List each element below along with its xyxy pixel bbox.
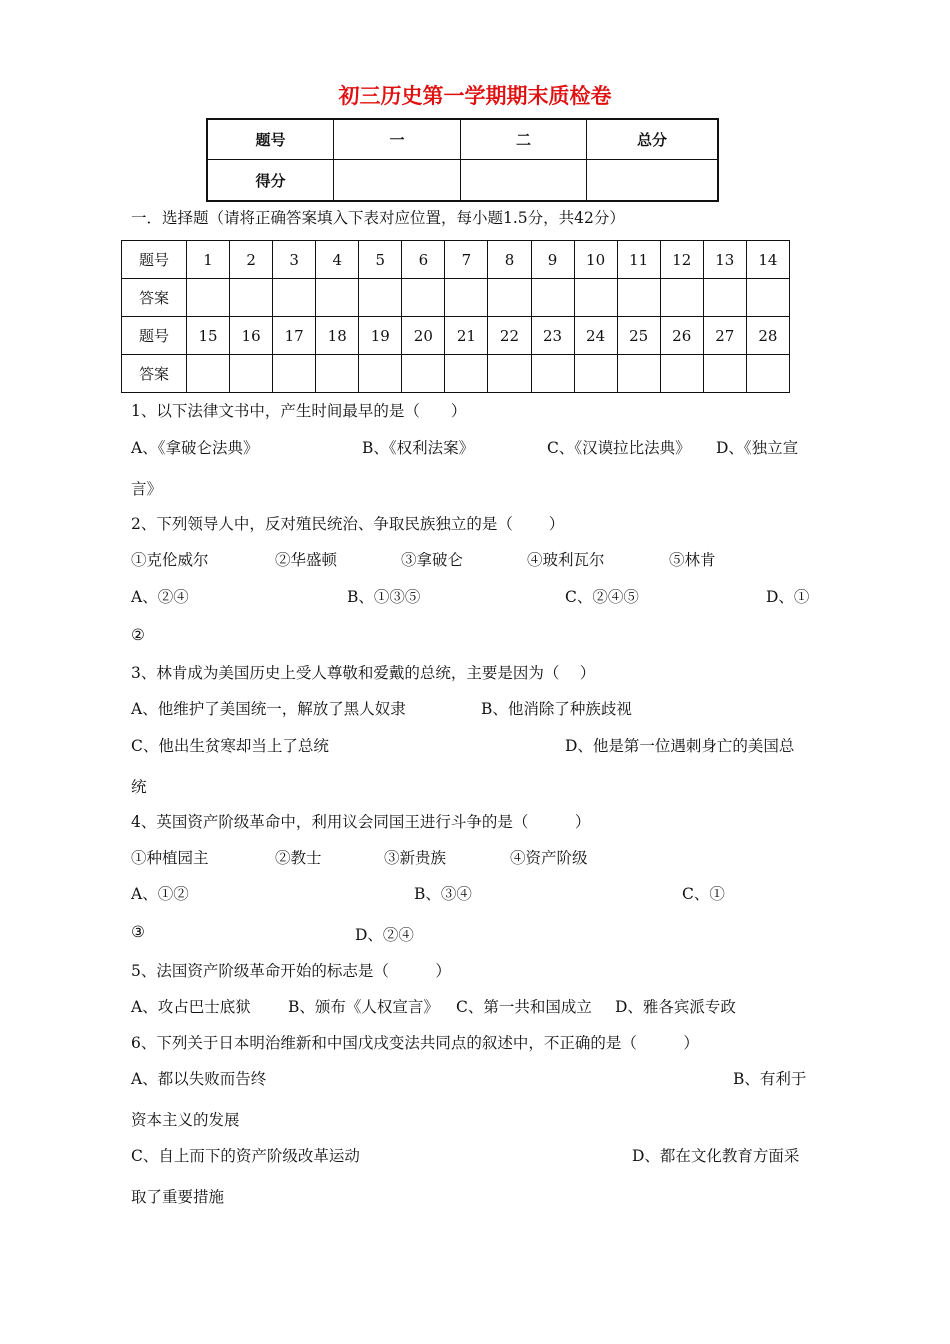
question-stem: 6、下列关于日本明治维新和中国戊戌变法共同点的叙述中，不正确的是（ ） xyxy=(131,1034,699,1052)
answer-cell[interactable] xyxy=(273,279,316,317)
question-stem: 1、以下法律文书中，产生时间最早的是（ ） xyxy=(131,402,467,420)
option-b: B、他消除了种族歧视 xyxy=(481,700,632,718)
option-d-continued: 言》 xyxy=(131,480,163,498)
answer-cell[interactable] xyxy=(445,355,488,393)
answer-cell[interactable] xyxy=(316,355,359,393)
question-number-cell: 2 xyxy=(230,241,273,279)
question-number-cell: 12 xyxy=(660,241,703,279)
score-cell[interactable] xyxy=(334,160,461,202)
answer-cell[interactable] xyxy=(531,279,574,317)
score-row-label: 得分 xyxy=(207,160,334,202)
section-heading: 一．选择题（请将正确答案填入下表对应位置，每小题1.5分，共42分） xyxy=(131,209,625,227)
number-row-label: 题号 xyxy=(122,317,187,355)
option-d-continued: 取了重要措施 xyxy=(131,1188,225,1206)
option-b: B、③④ xyxy=(414,885,472,903)
option-a: A、②④ xyxy=(131,588,189,606)
option-d: D、《独立宣 xyxy=(716,439,799,457)
score-header-cell: 二 xyxy=(461,119,587,160)
question-stem: 4、英国资产阶级革命中，利用议会同国王进行斗争的是（ ） xyxy=(131,813,591,831)
question-number-cell: 19 xyxy=(359,317,402,355)
option-b: B、颁布《人权宣言》 xyxy=(288,998,439,1016)
question-number-cell: 21 xyxy=(445,317,488,355)
question-number-cell: 13 xyxy=(703,241,746,279)
answer-row xyxy=(122,355,790,393)
answer-cell[interactable] xyxy=(488,279,531,317)
answer-cell[interactable] xyxy=(273,355,316,393)
option-d: D、②④ xyxy=(355,926,414,944)
answer-cell[interactable] xyxy=(746,355,789,393)
answer-row xyxy=(122,279,790,317)
answer-number-row xyxy=(122,241,790,279)
score-header-cell: 题号 xyxy=(207,119,334,160)
answer-cell[interactable] xyxy=(703,355,746,393)
score-table-header-row xyxy=(207,119,718,160)
question-number-cell: 25 xyxy=(617,317,660,355)
answer-cell[interactable] xyxy=(402,355,445,393)
question-number-cell: 24 xyxy=(574,317,617,355)
list-item: ③新贵族 xyxy=(384,849,447,867)
answer-cell[interactable] xyxy=(660,279,703,317)
question-number-cell: 28 xyxy=(746,317,789,355)
question-number-cell: 1 xyxy=(187,241,230,279)
score-header-cell: 总分 xyxy=(587,119,719,160)
page-title: 初三历史第一学期期末质检卷 xyxy=(338,84,612,108)
question-number-cell: 5 xyxy=(359,241,402,279)
option-c-continued: ③ xyxy=(131,923,145,941)
score-cell[interactable] xyxy=(461,160,587,202)
question-stem: 2、下列领导人中，反对殖民统治、争取民族独立的是（ ） xyxy=(131,515,565,533)
option-a: A、都以失败而告终 xyxy=(131,1070,267,1088)
option-c: C、他出生贫寒却当上了总统 xyxy=(131,737,329,755)
question-number-cell: 27 xyxy=(703,317,746,355)
question-number-cell: 14 xyxy=(746,241,789,279)
option-d: D、他是第一位遇刺身亡的美国总 xyxy=(565,737,795,755)
answer-cell[interactable] xyxy=(617,279,660,317)
answer-cell[interactable] xyxy=(316,279,359,317)
answer-row-label: 答案 xyxy=(122,279,187,317)
answer-cell[interactable] xyxy=(531,355,574,393)
answer-cell[interactable] xyxy=(402,279,445,317)
list-item: ②教士 xyxy=(275,849,322,867)
question-number-cell: 10 xyxy=(574,241,617,279)
question-number-cell: 16 xyxy=(230,317,273,355)
question-number-cell: 11 xyxy=(617,241,660,279)
question-stem: 5、法国资产阶级革命开始的标志是（ ） xyxy=(131,962,451,980)
answer-cell[interactable] xyxy=(359,279,402,317)
answer-cell[interactable] xyxy=(187,355,230,393)
score-table xyxy=(206,118,719,202)
score-table-score-row xyxy=(207,160,718,202)
list-item: ②华盛顿 xyxy=(275,551,338,569)
question-number-cell: 7 xyxy=(445,241,488,279)
answer-cell[interactable] xyxy=(187,279,230,317)
option-d: D、都在文化教育方面采 xyxy=(632,1147,800,1165)
list-item: ⑤林肯 xyxy=(669,551,716,569)
number-row-label: 题号 xyxy=(122,241,187,279)
answer-number-row xyxy=(122,317,790,355)
option-a: A、他维护了美国统一，解放了黑人奴隶 xyxy=(131,700,406,718)
question-number-cell: 18 xyxy=(316,317,359,355)
option-d-continued: ② xyxy=(131,626,145,644)
option-c: C、① xyxy=(682,885,725,903)
question-number-cell: 23 xyxy=(531,317,574,355)
answer-cell[interactable] xyxy=(660,355,703,393)
answer-cell[interactable] xyxy=(617,355,660,393)
option-c: C、自上而下的资产阶级改革运动 xyxy=(131,1147,360,1165)
question-number-cell: 15 xyxy=(187,317,230,355)
option-b: B、①③⑤ xyxy=(347,588,421,606)
option-a: A、《拿破仑法典》 xyxy=(131,439,259,457)
score-cell[interactable] xyxy=(587,160,719,202)
answer-cell[interactable] xyxy=(230,279,273,317)
question-number-cell: 17 xyxy=(273,317,316,355)
list-item: ①种植园主 xyxy=(131,849,209,867)
answer-row-label: 答案 xyxy=(122,355,187,393)
question-number-cell: 4 xyxy=(316,241,359,279)
question-number-cell: 6 xyxy=(402,241,445,279)
answer-cell[interactable] xyxy=(574,355,617,393)
list-item: ①克伦威尔 xyxy=(131,551,209,569)
answer-cell[interactable] xyxy=(445,279,488,317)
answer-cell[interactable] xyxy=(746,279,789,317)
option-c: C、第一共和国成立 xyxy=(456,998,592,1016)
option-d: D、① xyxy=(766,588,810,606)
question-stem: 3、林肯成为美国历史上受人尊敬和爱戴的总统，主要是因为（ ） xyxy=(131,664,596,682)
option-d: D、雅各宾派专政 xyxy=(615,998,736,1016)
question-number-cell: 8 xyxy=(488,241,531,279)
answer-cell[interactable] xyxy=(230,355,273,393)
question-number-cell: 9 xyxy=(531,241,574,279)
option-b: B、《权利法案》 xyxy=(362,439,475,457)
list-item: ③拿破仑 xyxy=(401,551,464,569)
answer-cell[interactable] xyxy=(703,279,746,317)
option-c: C、《汉谟拉比法典》 xyxy=(547,439,691,457)
option-b-continued: 资本主义的发展 xyxy=(131,1111,240,1129)
question-number-cell: 20 xyxy=(402,317,445,355)
question-number-cell: 22 xyxy=(488,317,531,355)
option-c: C、②④⑤ xyxy=(565,588,639,606)
question-number-cell: 3 xyxy=(273,241,316,279)
answer-table xyxy=(121,240,790,393)
option-a: A、攻占巴士底狱 xyxy=(131,998,251,1016)
score-header-cell: 一 xyxy=(334,119,461,160)
answer-cell[interactable] xyxy=(359,355,402,393)
answer-cell[interactable] xyxy=(488,355,531,393)
question-number-cell: 26 xyxy=(660,317,703,355)
list-item: ④资产阶级 xyxy=(510,849,588,867)
option-a: A、①② xyxy=(131,885,189,903)
list-item: ④玻利瓦尔 xyxy=(527,551,605,569)
option-b: B、有利于 xyxy=(733,1070,807,1088)
answer-cell[interactable] xyxy=(574,279,617,317)
option-d-continued: 统 xyxy=(131,778,147,796)
